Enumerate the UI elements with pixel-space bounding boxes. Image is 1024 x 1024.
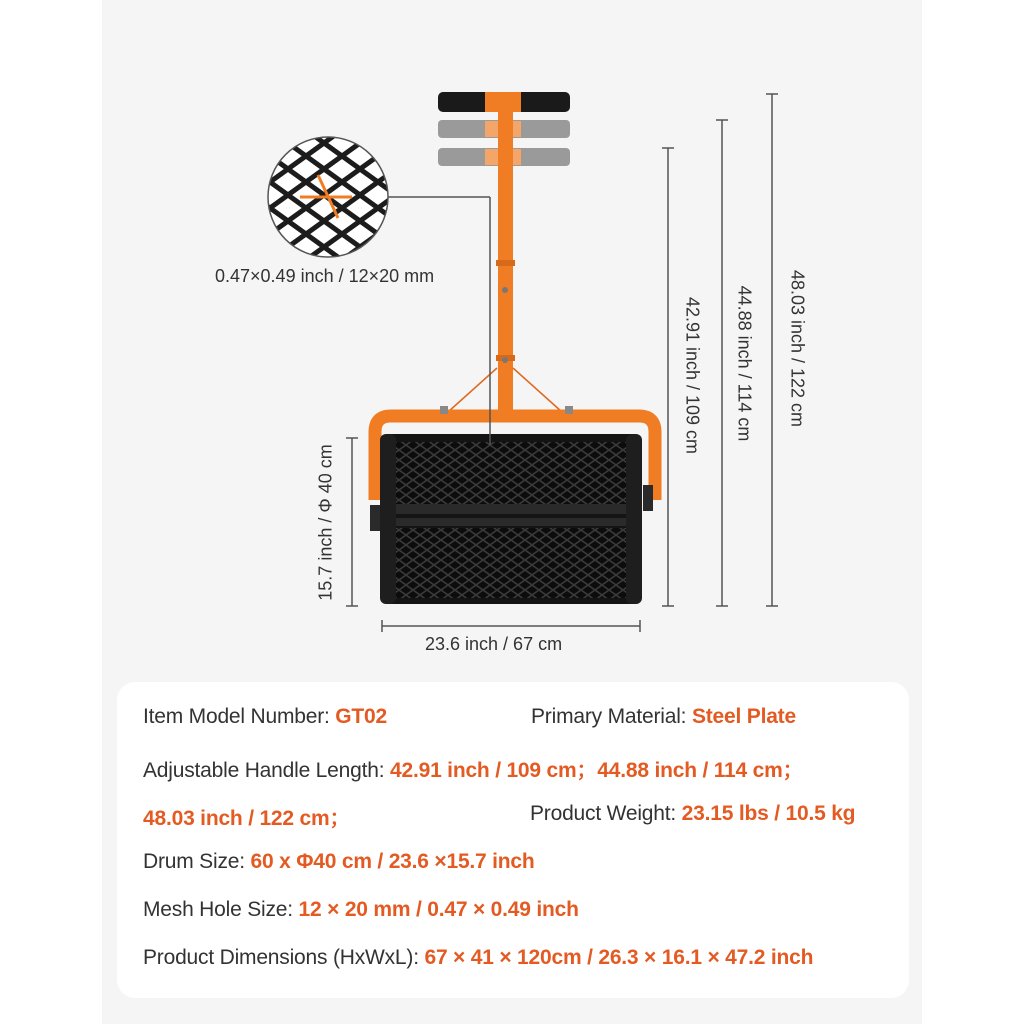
mesh-size-label: 0.47×0.49 inch / 12×20 mm	[215, 266, 435, 286]
spec-drum-size-value: 60 x Φ40 cm / 23.6 ×15.7 inch	[250, 850, 535, 873]
spec-dimensions: Product Dimensions (HxWxL): 67 × 41 × 120cm / 26.3 × 16.1 × 47.2 inch	[143, 946, 814, 969]
drum	[370, 434, 653, 604]
drum-width-label: 23.6 inch / 67 cm	[425, 634, 563, 654]
handle-length-high-label: 48.03 inch / 122 cm	[787, 269, 808, 428]
spec-weight: Product Weight: 23.15 lbs / 10.5 kg	[530, 802, 856, 825]
spec-model-value: GT02	[335, 705, 387, 728]
spec-material-value: Steel Plate	[691, 705, 796, 728]
handle-length-low-label: 42.91 inch / 109 cm	[682, 296, 703, 455]
spec-mesh-hole-value: 12 × 20 mm / 0.47 × 0.49 inch	[298, 898, 579, 921]
spec-handle-length-cont: 48.03 inch / 122 cm；	[143, 807, 351, 830]
drum-diameter-label: 15.7 inch / Φ 40 cm	[315, 444, 336, 601]
spec-drum-size: Drum Size: 60 x Φ40 cm / 23.6 ×15.7 inch	[143, 850, 535, 873]
spec-weight-value: 23.15 lbs / 10.5 kg	[681, 802, 856, 825]
spec-material: Primary Material: Steel Plate	[531, 705, 796, 728]
spec-model: Item Model Number: GT02	[143, 705, 387, 728]
handle-length-mid-label: 44.88 inch / 114 cm	[734, 285, 755, 442]
mesh-zoom-callout	[260, 130, 490, 445]
spec-handle-length: Adjustable Handle Length: 42.91 inch / 109 cm；44.88 inch / 114 cm；	[143, 759, 804, 782]
spec-mesh-hole: Mesh Hole Size: 12 × 20 mm / 0.47 × 0.49 inch	[143, 898, 579, 921]
spec-handle-length-value: 42.91 inch / 109 cm；44.88 inch / 114 cm；	[390, 759, 804, 782]
spec-dimensions-value: 67 × 41 × 120cm / 26.3 × 16.1 × 47.2 inch	[424, 946, 814, 969]
